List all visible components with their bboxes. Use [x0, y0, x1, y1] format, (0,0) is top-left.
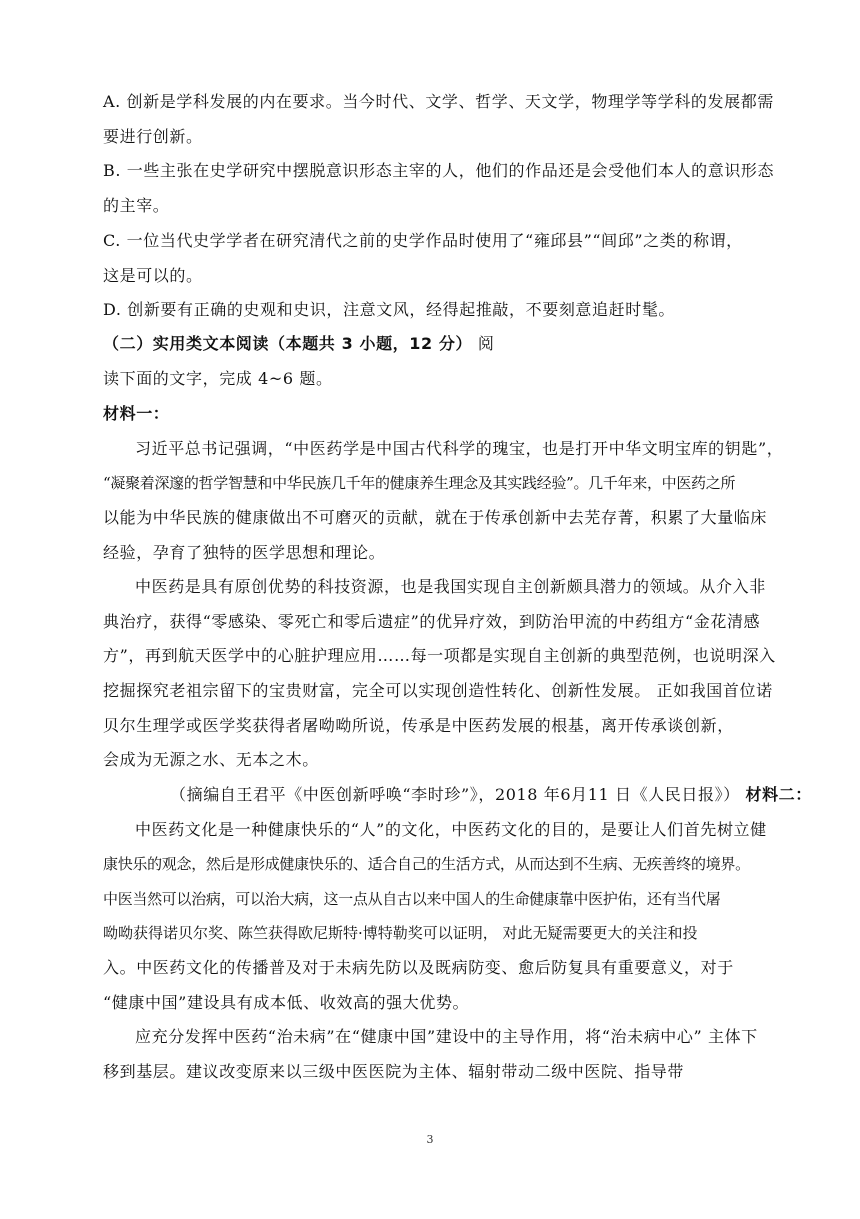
material2-p1-line-5: 入。中医药文化的传播普及对于未病先防以及既病防变、愈后防复具有重要意义，对于 — [103, 958, 734, 977]
material1-p1-line-3: 以能为中华民族的健康做出不可磨灭的贡献，就在于传承创新中去芜存菁，积累了大量临床 — [103, 508, 768, 527]
option-c-line-2: 这是可以的。 — [103, 266, 203, 285]
material2-label: 材料二： — [745, 785, 812, 804]
section-heading-tail: 阅 — [477, 334, 495, 353]
source-row — [170, 785, 840, 805]
material2-p1-line-4: 呦呦获得诺贝尔奖、陈竺获得欧尼斯特·博特勒奖可以证明， 对此无疑需要更大的关注和投 — [103, 924, 698, 942]
material1-label: 材料一： — [103, 404, 170, 423]
material2-p1-line-6: “健康中国”建设具有成本低、收效高的强大优势。 — [103, 993, 470, 1012]
material1-source: （摘编自王君平《中医创新呼唤“李时珍”》，2018 年6月11 日《人民日报》） — [170, 785, 740, 804]
material1-p2-line-5: 贝尔生理学或医学奖获得者屠呦呦所说，传承是中医药发展的根基，离开传承谈创新， — [103, 716, 734, 735]
section-heading-row — [103, 334, 773, 354]
material2-p1-line-3: 中医当然可以治病，可以治大病，这一点从自古以来中国人的生命健康靠中医护佑，还有当代屠 — [103, 890, 721, 908]
material1-p1-line-2: “凝聚着深邃的哲学智慧和中华民族几千年的健康养生理念及其实践经验”。几千年来，中医药之所 — [103, 474, 736, 492]
material1-p2-line-6: 会成为无源之水、无本之木。 — [103, 750, 319, 769]
material1-p2-line-4: 挖掘探究老祖宗留下的宝贵财富，完全可以实现创造性转化、创新性发展。 正如我国首位诺 — [103, 681, 773, 700]
material1-p2-line-2: 典治疗，获得“零感染、零死亡和零后遗症”的优异疗效，到防治甲流的中药组方“金花清感 — [103, 612, 761, 631]
section-heading: （二）实用类文本阅读（本题共 3 小题，12 分） — [103, 334, 473, 353]
material2-p2-line-2: 移到基层。建议改变原来以三级中医医院为主体、辐射带动二级中医院、指导带 — [103, 1062, 685, 1081]
material2-p1-line-1: 中医药文化是一种健康快乐的“人”的文化，中医药文化的目的，是要让人们首先树立健 — [135, 820, 767, 839]
section-instruction: 读下面的文字，完成 4~6 题。 — [103, 369, 333, 388]
material1-p1-line-1: 习近平总书记强调，“中医药学是中国古代科学的瑰宝，也是打开中华文明宝库的钥匙”， — [135, 439, 784, 458]
page-number: 3 — [426, 1133, 434, 1146]
material2-p2-line-1: 应充分发挥中医药“治未病”在“健康中国”建设中的主导作用，将“治未病中心” 主体下 — [135, 1027, 758, 1046]
option-d-line-1: D. 创新要有正确的史观和史识，注意文风，经得起推敲，不要刻意追赶时髦。 — [103, 300, 676, 319]
material1-p2-line-3: 方”，再到航天医学中的心脏护理应用……每一项都是实现自主创新的典型范例，也说明深入 — [103, 646, 776, 665]
option-b-line-1: B. 一些主张在史学研究中摆脱意识形态主宰的人，他们的作品还是会受他们本人的意识形态 — [103, 161, 775, 180]
material1-p1-line-4: 经验，孕育了独特的医学思想和理论。 — [103, 543, 386, 562]
material2-p1-line-2: 康快乐的观念，然后是形成健康快乐的、适合自己的生活方式，从而达到不生病、无疾善终的境界。 — [103, 855, 750, 873]
option-c-line-1: C. 一位当代史学学者在研究清代之前的史学作品时使用了“雍邱县”“闾邱”之类的称谓， — [103, 231, 743, 250]
material1-p2-line-1: 中医药是具有原创优势的科技资源，也是我国实现自主创新颇具潜力的领域。从介入非 — [135, 577, 766, 596]
option-a-line-2: 要进行创新。 — [103, 127, 203, 146]
option-a-line-1: A. 创新是学科发展的内在要求。当今时代、文学、哲学、天文学，物理学等学科的发展都需 — [103, 92, 774, 111]
option-b-line-2: 的主宰。 — [103, 196, 170, 215]
